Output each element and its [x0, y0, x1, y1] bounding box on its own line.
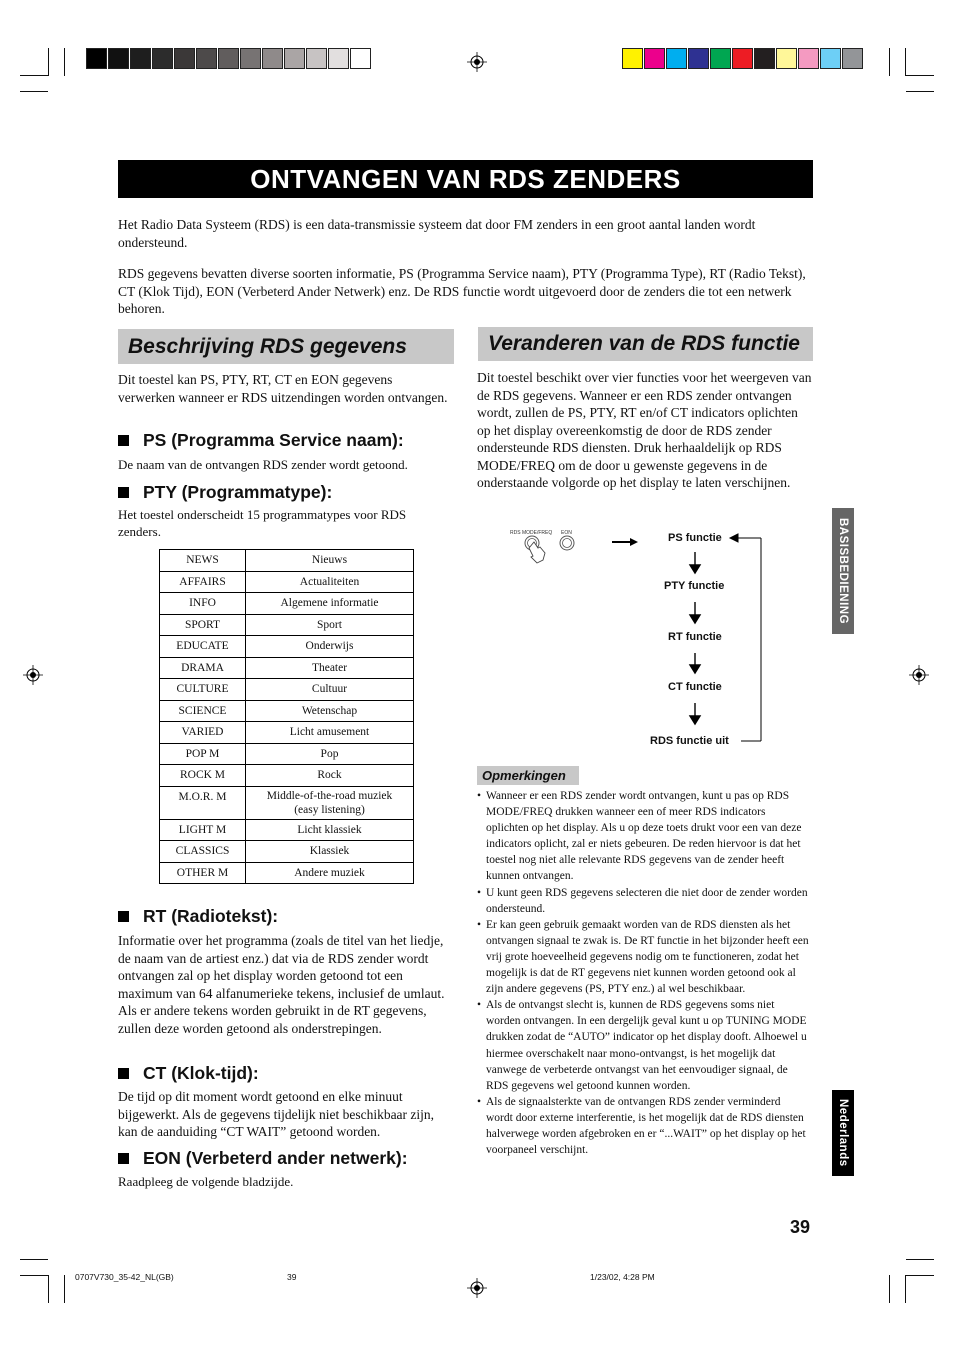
- pty-description-cell: [246, 722, 414, 744]
- side-tab-language: [832, 1090, 854, 1176]
- pty-description-cell: [246, 786, 414, 819]
- crop-mark: [48, 1275, 49, 1303]
- pty-description-text: Klassiek: [309, 845, 350, 858]
- subheading-eon-text: EON (Verbeterd ander netwerk):: [143, 1148, 408, 1168]
- crop-mark: [905, 48, 906, 76]
- return-loop-arrow-icon: [730, 534, 761, 741]
- gray-swatch: [86, 48, 107, 69]
- gray-swatch: [174, 48, 195, 69]
- pty-description-text-2: (easy listening): [294, 803, 365, 816]
- registration-mark-icon: [467, 1278, 487, 1298]
- step-rds-function-off: RDS functie uit: [650, 735, 729, 747]
- color-swatch: [710, 48, 731, 69]
- crop-mark: [64, 48, 65, 76]
- pty-description-text: Sport: [317, 618, 342, 631]
- pty-description-text: Middle-of-the-road muziek: [266, 789, 393, 802]
- color-swatch: [688, 48, 709, 69]
- note-item: [477, 788, 810, 885]
- note-item: [477, 917, 810, 997]
- subheading-ps: [118, 430, 404, 451]
- square-bullet-icon: [118, 1153, 129, 1164]
- pty-description-text: Andere muziek: [294, 866, 365, 879]
- pty-description-text: Wetenschap: [301, 704, 358, 717]
- registration-mark-icon: [467, 52, 487, 72]
- pty-description-cell: [246, 819, 414, 841]
- note-text: U kunt geen RDS gegevens selecteren die niet door de zender worden ondersteund.: [486, 886, 808, 915]
- subheading-pty: [118, 482, 332, 503]
- crop-mark: [906, 75, 934, 76]
- note-text: Wanneer er een RDS zender wordt ontvangen, kunt u pas op RDS MODE/FREQ drukken wanneer een of meer RDS indicators oplichten op het display. Als u op deze toets drukt voor een van deze indicators oplicht, zal er niets gebeuren. De reden hiervoor is dat het toestel nog niet alle relevante RDS gegevens van de zender heeft kunnen ontvangen.: [486, 790, 802, 883]
- eon-description: Raadpleeg de volgende bladzijde.: [118, 1174, 294, 1189]
- gray-swatch: [284, 48, 305, 69]
- pty-description-cell: [246, 700, 414, 722]
- pty-description-text: Onderwijs: [305, 640, 354, 653]
- pty-table-row: [160, 743, 414, 765]
- right-arrow-icon: [612, 538, 638, 546]
- subheading-ct-text: CT (Klok-tijd):: [143, 1063, 259, 1083]
- pty-table-row: [160, 786, 414, 819]
- subheading-ps-text: PS (Programma Service naam):: [143, 430, 404, 450]
- rds-function-diagram: [500, 520, 780, 755]
- pty-description-cell: [246, 862, 414, 884]
- pty-description-text: Licht amusement: [289, 726, 370, 739]
- color-swatch: [820, 48, 841, 69]
- crop-mark: [48, 48, 49, 76]
- gray-swatch: [262, 48, 283, 69]
- crop-mark: [906, 91, 934, 92]
- rds-data-intro: Dit toestel kan PS, PTY, RT, CT en EON gegevens verwerken wanneer er RDS uitzendingen worden ontvangen.: [118, 372, 448, 405]
- pty-table-row: [160, 550, 414, 572]
- note-item: [477, 885, 810, 917]
- pty-description-cell: [246, 841, 414, 863]
- pty-description-cell: [246, 571, 414, 593]
- bullet-icon: •: [477, 999, 482, 1012]
- pty-description-cell: [246, 657, 414, 679]
- intro-paragraph-1: Het Radio Data Systeem (RDS) is een data-transmissie systeem dat door FM zenders in een groot aantal landen wordt ondersteund.: [118, 217, 756, 250]
- pty-description-cell: [246, 636, 414, 658]
- pty-description-text: Pop: [320, 747, 339, 760]
- color-swatch: [666, 48, 687, 69]
- intro-paragraph-2: RDS gegevens bevatten diverse soorten informatie, PS (Programma Service naam), PTY (Programma Type), RT (Radio Tekst), CT (Klok Tijd), EON (Verbeterd Ander Netwerk) enz. De RDS functie wordt uitgevoerd door de zenders die tot een netwerk behoren.: [118, 266, 806, 316]
- gray-swatch: [196, 48, 217, 69]
- bullet-icon: •: [477, 1095, 482, 1108]
- gray-swatch: [350, 48, 371, 69]
- pty-code-cell: CULTURE: [160, 679, 246, 701]
- rds-mode-freq-label: RDS MODE/FREQ: [510, 530, 553, 536]
- pty-description-text: Nieuws: [311, 554, 348, 567]
- pty-description-cell: [246, 743, 414, 765]
- note-text: Er kan geen gebruik gemaakt worden van de RDS diensten als het ontvangen signaal te zwak is. De RT functie in het bijzonder heeft een vrij grote hoeveelheid gegevens nodig om te functioneren, zodat het mogelijk is dat de RT gegevens niet kunnen worden getoond ook al zijn andere gegevens (PS, PTY enz.) al wel beschikbaar.: [486, 918, 809, 996]
- color-swatch: [622, 48, 643, 69]
- pty-code-cell: SCIENCE: [160, 700, 246, 722]
- registration-mark-icon: [23, 665, 43, 685]
- color-swatch: [776, 48, 797, 69]
- pty-code-cell: M.O.R. M: [160, 786, 246, 819]
- pty-table-row: [160, 593, 414, 615]
- pty-description-cell: [246, 679, 414, 701]
- bullet-icon: •: [477, 918, 482, 931]
- pty-table-row: [160, 841, 414, 863]
- crop-mark: [889, 48, 890, 76]
- crop-mark: [906, 1259, 934, 1260]
- pty-code-cell: AFFAIRS: [160, 571, 246, 593]
- pty-table-row: [160, 819, 414, 841]
- ps-description: De naam van de ontvangen RDS zender wordt getoond.: [118, 457, 408, 472]
- color-swatch: [644, 48, 665, 69]
- step-ps-function: PS functie: [668, 532, 722, 544]
- pty-description-text: Actualiteiten: [299, 575, 360, 588]
- footer-page: 39: [287, 1272, 297, 1282]
- crop-mark: [20, 75, 48, 76]
- pty-table-row: [160, 614, 414, 636]
- subheading-eon: [118, 1148, 408, 1169]
- ct-description: De tijd op dit moment wordt getoond en elke minuut bijgewerkt. Als de gegevens tijdelijk niet beschikbaar zijn, kan de aanduiding “CT WAIT” getoond worden.: [118, 1089, 435, 1139]
- subheading-ct: [118, 1063, 259, 1084]
- pty-code-cell: POP M: [160, 743, 246, 765]
- pty-description-cell: [246, 765, 414, 787]
- pty-table-row: [160, 571, 414, 593]
- page-title: ONTVANGEN VAN RDS ZENDERS: [118, 160, 813, 198]
- pty-code-cell: LIGHT M: [160, 819, 246, 841]
- note-text: Als de ontvangst slecht is, kunnen de RDS gegevens soms niet worden ontvangen. In een dergelijk geval kunt u op TUNING MODE drukken zodat de “AUTO” indicator op het display dooft. Alhoewel u hiermee overschakelt naar mono-ontvangst, is het mogelijk dat vanwege de verbeterde ontvangst van het eenvoudiger signaal, de RDS gegevens wel getoond kunnen worden.: [486, 999, 807, 1092]
- crop-mark: [906, 1275, 934, 1276]
- footer-timestamp: 1/23/02, 4:28 PM: [590, 1272, 655, 1282]
- pty-description-text: Algemene informatie: [280, 597, 379, 610]
- step-pty-function: PTY functie: [664, 580, 725, 592]
- change-rds-intro: Dit toestel beschikt over vier functies voor het weergeven van de RDS gegevens. Wanneer er een RDS zender ontvangen wordt, zullen de PS, PTY, RT en/of CT indicators oplichten op het display overeenkomstig de door de RDS zender ondersteunde RDS diensten. Druk herhaaldelijk op RDS MODE/FREQ om de door u gewenste gegevens in de onderstaande volgorde op het display te laten verschijnen.: [477, 370, 812, 490]
- pty-description-text: Cultuur: [311, 683, 348, 696]
- step-rt-function: RT functie: [668, 631, 722, 643]
- pty-code-cell: DRAMA: [160, 657, 246, 679]
- square-bullet-icon: [118, 487, 129, 498]
- color-swatch: [842, 48, 863, 69]
- pty-description-cell: [246, 593, 414, 615]
- square-bullet-icon: [118, 911, 129, 922]
- notes-list: [477, 788, 810, 1158]
- pty-code-cell: CLASSICS: [160, 841, 246, 863]
- pty-code-cell: NEWS: [160, 550, 246, 572]
- side-tab-language-label: Nederlands: [837, 1099, 849, 1167]
- pty-table-row: [160, 700, 414, 722]
- pty-table-row: [160, 636, 414, 658]
- pty-code-cell: ROCK M: [160, 765, 246, 787]
- pty-description-cell: [246, 550, 414, 572]
- gray-swatch: [218, 48, 239, 69]
- side-tab-basic-operation-label: BASISBEDIENING: [837, 517, 849, 625]
- step-ct-function: CT functie: [668, 681, 722, 693]
- subheading-pty-text: PTY (Programmatype):: [143, 482, 333, 502]
- eon-label: EON: [561, 530, 572, 536]
- subheading-rt-text: RT (Radiotekst):: [143, 906, 279, 926]
- pty-table-row: [160, 679, 414, 701]
- bullet-icon: •: [477, 790, 482, 802]
- note-item: [477, 1094, 810, 1158]
- note-item: [477, 997, 810, 1094]
- gray-swatch: [152, 48, 173, 69]
- color-swatch: [798, 48, 819, 69]
- gray-swatch: [130, 48, 151, 69]
- bullet-icon: •: [477, 886, 482, 899]
- section-heading-change-rds-function: Veranderen van de RDS functie: [478, 327, 813, 361]
- pty-table-row: [160, 765, 414, 787]
- crop-mark: [64, 1275, 65, 1303]
- crop-mark: [889, 1275, 890, 1303]
- side-tab-basic-operation: [832, 508, 854, 634]
- pty-code-cell: OTHER M: [160, 862, 246, 884]
- rt-description: Informatie over het programma (zoals de titel van het liedje, de naam van de artiest enz.) dat via de RDS zender wordt ontvangen zal op het display worden getoond tot een maximum van 64 alfanumerieke tekens, inclusief de umlaut. Als er andere tekens worden gebruikt in de RT gegevens, zullen deze worden getoond als onderstrepingen.: [118, 933, 445, 1036]
- subheading-rt: [118, 906, 278, 927]
- pty-code-cell: EDUCATE: [160, 636, 246, 658]
- gray-swatch: [240, 48, 261, 69]
- pty-table-row: [160, 862, 414, 884]
- page-number: 39: [790, 1217, 811, 1237]
- pty-description-text: Licht klassiek: [297, 823, 362, 836]
- crop-mark: [20, 1259, 48, 1260]
- pty-code-cell: VARIED: [160, 722, 246, 744]
- pty-code-cell: SPORT: [160, 614, 246, 636]
- gray-swatch: [306, 48, 327, 69]
- pty-description-text: Rock: [317, 769, 342, 782]
- pty-code-cell: INFO: [160, 593, 246, 615]
- color-swatch: [754, 48, 775, 69]
- square-bullet-icon: [118, 1068, 129, 1079]
- gray-swatch: [328, 48, 349, 69]
- section-heading-rds-data: Beschrijving RDS gegevens: [118, 329, 454, 364]
- pty-table-row: [160, 722, 414, 744]
- notes-heading: Opmerkingen: [477, 766, 579, 785]
- crop-mark: [905, 1275, 906, 1303]
- footer-file-name: 0707V730_35-42_NL(GB): [75, 1272, 174, 1282]
- crop-mark: [20, 1275, 48, 1276]
- pty-description-text: Theater: [311, 661, 348, 674]
- gray-swatch: [108, 48, 129, 69]
- pty-table: [159, 549, 414, 884]
- pty-table-row: [160, 657, 414, 679]
- registration-mark-icon: [909, 665, 929, 685]
- crop-mark: [20, 91, 48, 92]
- square-bullet-icon: [118, 435, 129, 446]
- note-text: Als de signaalsterkte van de ontvangen RDS zender verminderd wordt door externe interferentie, is het mogelijk dat de RDS diensten halverwege worden afgebroken en er “...WAIT” op het display op het voorpaneel verschijnt.: [486, 1095, 806, 1157]
- color-swatch: [732, 48, 753, 69]
- pty-description: Het toestel onderscheidt 15 programmatypes voor RDS zenders.: [118, 507, 407, 539]
- pty-description-cell: [246, 614, 414, 636]
